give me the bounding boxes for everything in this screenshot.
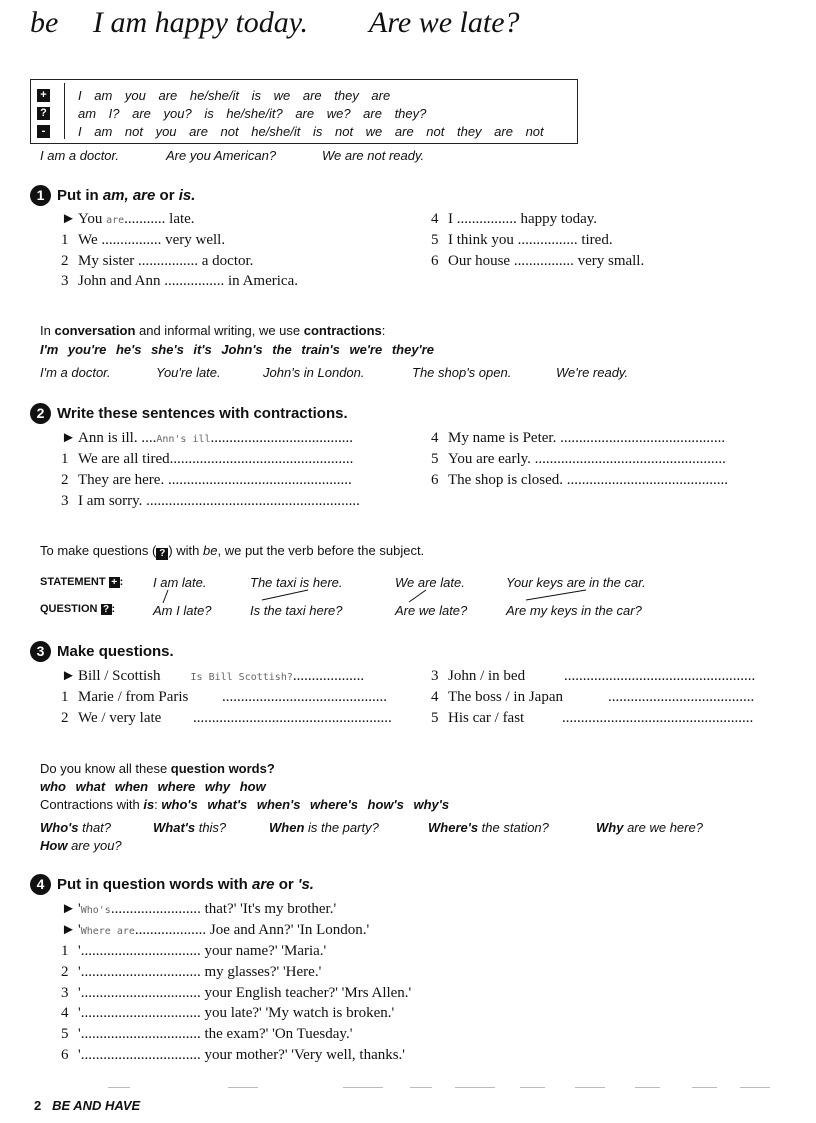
negative-sign-icon: -: [37, 125, 50, 138]
exercise-1-heading: Put in am, are or is.: [57, 187, 196, 204]
conj-positive-row: I am you are he/she/it is we are they are: [78, 88, 391, 103]
qword-example-2: What's this?: [153, 820, 227, 835]
divider: [635, 1087, 660, 1088]
ex3-item-2: 2 We / very late: [61, 710, 162, 726]
conjugation-box-divider: [64, 83, 65, 139]
conj-question-row: am I? are you? is he/she/it? are we? are they?: [78, 106, 427, 121]
example-3: We are not ready.: [322, 148, 425, 163]
ex2-item-4: 4 My name is Peter. ............................................: [431, 430, 726, 446]
exercise-1-number: 1: [30, 185, 51, 206]
question-4: Are my keys in the car?: [506, 603, 642, 618]
handwritten-answer: are: [106, 215, 125, 226]
ex1-item-5: 5 I think you ................ tired.: [431, 232, 613, 248]
divider: [228, 1087, 258, 1088]
statement-3: We are late.: [395, 575, 465, 590]
positive-sign-icon: +: [37, 89, 50, 102]
ex4-item-4: 4 '................................ you late?' 'My watch is broken.': [61, 1005, 395, 1021]
ex3-item-3: 3 John / in bed: [431, 668, 526, 684]
ex1-item-example: ► You are........... late.: [61, 211, 195, 227]
section-title: BE AND HAVE: [52, 1098, 141, 1113]
ex4-item-6: 6 '................................ your mother?' 'Very well, thanks.': [61, 1047, 406, 1063]
handwritten-answer: Is Bill Scottish?: [190, 672, 293, 683]
question-sign-icon: ?: [156, 548, 168, 560]
contraction-example-1: I'm a doctor.: [40, 365, 111, 380]
divider: [520, 1087, 545, 1088]
questions-intro: To make questions ( ? ) with be, we put the verb before the subject.: [40, 543, 425, 559]
ex3-item-3-dots: ...................................................: [564, 668, 756, 684]
divider: [410, 1087, 432, 1088]
question-2: Is the taxi here?: [250, 603, 343, 618]
ex3-item-1: 1 Marie / from Paris: [61, 689, 189, 705]
ex3-item-1-dots: ............................................: [222, 689, 387, 705]
handwritten-answer: Who's: [80, 905, 111, 916]
ex3-item-5-dots: ...................................................: [562, 710, 754, 726]
qword-example-5: Why are we here?: [596, 820, 703, 835]
divider: [575, 1087, 605, 1088]
question-3: Are we late?: [395, 603, 468, 618]
ex1-item-6: 6 Our house ................ very small.: [431, 253, 645, 269]
question-label: QUESTION ? :: [40, 603, 116, 615]
ex1-item-2: 2 My sister ................ a doctor.: [61, 253, 254, 269]
plus-sign-icon: +: [109, 577, 120, 588]
exercise-4-number: 4: [30, 874, 51, 895]
question-sign-icon: ?: [37, 107, 50, 120]
example-1: I am a doctor.: [40, 148, 119, 163]
ex3-item-2-dots: .....................................................: [193, 710, 392, 726]
ex1-item-1: 1 We ................ very well.: [61, 232, 226, 248]
question-words-intro: Do you know all these question words?: [40, 761, 275, 776]
exercise-3-heading: Make questions.: [57, 643, 174, 660]
ex3-item-4-dots: .......................................: [608, 689, 755, 705]
statement-1: I am late.: [153, 575, 207, 590]
contraction-example-3: John's in London.: [263, 365, 365, 380]
ex4-item-3: 3 '................................ your English teacher?' 'Mrs Allen.': [61, 985, 412, 1001]
title-be: be: [30, 6, 59, 39]
title-sentence-2: Are we late?: [369, 6, 520, 39]
title-sentence-1: I am happy today.: [93, 6, 308, 39]
ex2-item-example: ► Ann is ill. ....Ann's ill......................................: [61, 430, 354, 446]
conj-negative-row: I am not you are not he/she/it is not we are not they are not: [78, 124, 544, 139]
ex1-item-3: 3 John and Ann ................ in America.: [61, 273, 298, 289]
qword-example-3: When is the party?: [269, 820, 379, 835]
divider: [343, 1087, 383, 1088]
contraction-example-2: You're late.: [156, 365, 221, 380]
ex2-item-2: 2 They are here. .................................................: [61, 472, 352, 488]
exercise-2-number: 2: [30, 403, 51, 424]
ex1-item-4: 4 I ................ happy today.: [431, 211, 598, 227]
qword-example-6: How are you?: [40, 838, 122, 853]
ex4-item-1: 1 '................................ your name?' 'Maria.': [61, 943, 327, 959]
exercise-3-number: 3: [30, 641, 51, 662]
statement-2: The taxi is here.: [250, 575, 343, 590]
exercise-4-heading: Put in question words with are or 's.: [57, 876, 314, 893]
ex4-item-2: 2 '................................ my glasses?' 'Here.': [61, 964, 322, 980]
handwritten-answer: Ann's ill: [156, 434, 211, 445]
question-words-list: who what when where why how: [40, 779, 266, 794]
contraction-example-4: The shop's open.: [412, 365, 512, 380]
ex2-item-3: 3 I am sorry. .........................................................: [61, 493, 360, 509]
question-1: Am I late?: [153, 603, 212, 618]
ex4-item-example-2: ► 'Where are................... Joe and Ann?' 'In London.': [61, 922, 370, 938]
ex2-item-1: 1 We are all tired.................................................: [61, 451, 354, 467]
contractions-list: I'm you're he's she's it's John's the train's we're they're: [40, 342, 434, 357]
divider: [455, 1087, 495, 1088]
ex3-item-example: ► Bill / Scottish Is Bill Scottish?...................: [61, 668, 365, 684]
ex4-item-example-1: ► 'Who's........................ that?' 'It's my brother.': [61, 901, 337, 917]
ex2-item-5: 5 You are early. ...................................................: [431, 451, 726, 467]
divider: [740, 1087, 770, 1088]
question-sign-icon: ?: [101, 604, 112, 615]
divider: [692, 1087, 717, 1088]
ex4-item-5: 5 '................................ the exam?' 'On Tuesday.': [61, 1026, 353, 1042]
example-2: Are you American?: [166, 148, 277, 163]
page-number: 2: [34, 1098, 42, 1113]
question-words-contractions: Contractions with is: who's what's when's where's how's why's: [40, 797, 450, 812]
statement-4: Your keys are in the car.: [506, 575, 646, 590]
ex3-item-4: 4 The boss / in Japan: [431, 689, 563, 705]
exercise-2-heading: Write these sentences with contractions.: [57, 405, 348, 422]
qword-example-1: Who's that?: [40, 820, 112, 835]
statement-label: STATEMENT + :: [40, 576, 124, 588]
qword-example-4: Where's the station?: [428, 820, 549, 835]
handwritten-answer: Where are: [80, 926, 135, 937]
ex3-item-5: 5 His car / fast: [431, 710, 525, 726]
contractions-intro: In conversation and informal writing, we use contractions:: [40, 323, 386, 338]
contraction-example-5: We're ready.: [556, 365, 629, 380]
page-footer: [34, 1098, 140, 1113]
divider: [108, 1087, 130, 1088]
ex2-item-6: 6 The shop is closed. ...........................................: [431, 472, 728, 488]
